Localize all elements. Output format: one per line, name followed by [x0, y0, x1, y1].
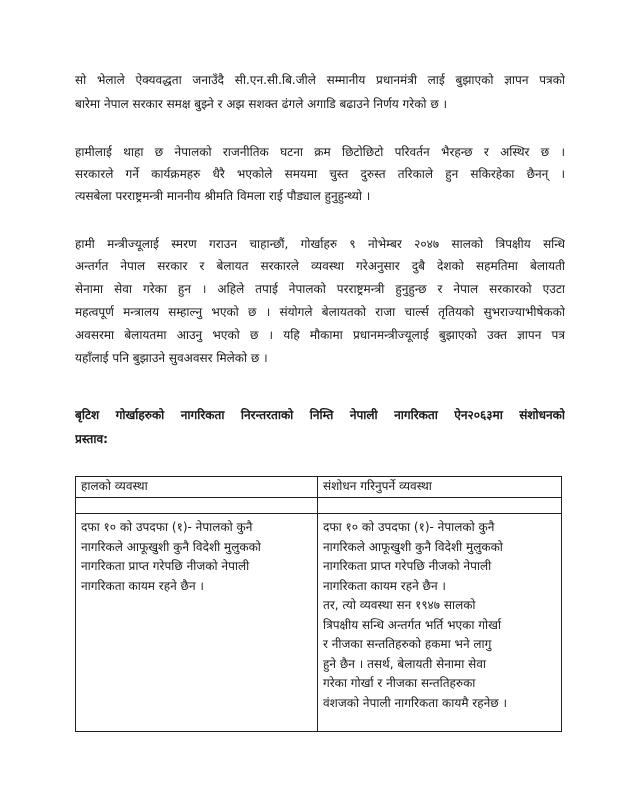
paragraph-1-line-2: बारेमा नेपाल सरकार समक्ष बुझ्ने र अझ सशक्त ढंगले अगाडि बढाउने निर्णय गरेको छ । — [75, 97, 448, 111]
proposed-line: र नीजका सन्ततिहरुको हकमा भने लागु — [323, 637, 492, 651]
proposed-line: त्रिपक्षीय सन्धि अन्तर्गत भर्ति भएका गोर्खा — [323, 617, 502, 632]
current-line: दफा १० को उपदफा (१)- नेपालको कुनै — [81, 520, 253, 534]
table-empty-row — [76, 498, 562, 514]
paragraph-3-line-2: अन्तर्गत नेपाल सरकार र बेलायत सरकारले व्यवस्था गरेअनुसार दुबै देशको सहमतिमा बेलायती — [75, 259, 565, 273]
paragraph-1-line-1: सो भेलाले ऐक्यवद्धता जनाउँदै सी.एन.सी.बि.जीले सम्मानीय प्रधानमंत्री लाई बुझाएको ज्ञापन पत्रको — [75, 73, 565, 87]
proposed-line: दफा १० को उपदफा (१)- नेपालको कुनै — [323, 520, 495, 534]
proposed-line: गरेका गोर्खा र नीजका सन्ततिहरुका — [323, 676, 476, 690]
empty-cell — [76, 498, 318, 514]
proposed-provision-cell — [318, 514, 562, 732]
paragraph-3-line-3: सेनामा सेवा गरेका हुन । अहिले तपाई नेपालको परराष्ट्रमन्त्री हुनुहुन्छ र नेपाल सरकारको एउटा — [75, 282, 565, 296]
proposed-line: नागरिकले आफूखुशी कुनै विदेशी मुलुकको — [323, 539, 503, 554]
current-line: नागरिकता कायम रहने छैन । — [81, 578, 204, 593]
paragraph-3-line-4: महत्वपूर्ण मन्त्रालय सम्हाल्नु भएको छ । संयोगले बेलायतको राजा चार्ल्स तृतियको सुभराज्याभीषेकको — [75, 305, 565, 319]
paragraph-2-line-1: हामीलाई थाहा छ नेपालको राजनीतिक घटना क्रम छिटोछिटो परिवर्तन भैरहन्छ र अस्थिर छ । — [75, 145, 565, 159]
empty-cell — [318, 498, 562, 514]
paragraph-2-line-2: सरकारले गर्ने कार्यक्रमहरु धैरै भएकोले समयमा चुस्त दुरुस्त तरिकाले हुन सकिरहेका छैनन् । — [75, 167, 565, 181]
current-provision-cell — [76, 514, 318, 732]
paragraph-3-line-1: हामी मन्त्रीज्यूलाई स्मरण गराउन चाहान्छौं, गोर्खाहरु ९ नोभेम्बर २०४७ सालको त्रिपक्षीय सन्धि — [75, 237, 565, 251]
amendment-table — [75, 476, 562, 732]
proposed-line: नागरिकता प्राप्त गरेपछि नीजको नेपाली — [323, 559, 492, 573]
header-current-provision: हालको व्यवस्था — [76, 477, 318, 498]
header-proposed-provision: संशोधन गरिनुपर्ने व्यवस्था — [318, 477, 562, 498]
proposed-line: वंशजको नेपाली नागरिकता कायमै रहनेछ । — [323, 695, 508, 710]
table-header-row — [76, 477, 562, 498]
section-heading-line-2: प्रस्ताव: — [75, 432, 108, 446]
paragraph-3-line-6: यहाँलाई पनि बुझाउने सुवअवसर मिलेको छ । — [75, 351, 268, 365]
proposed-line: हुने छैन । तसर्थ, बेलायती सेनामा सेवा — [323, 656, 487, 671]
table-row — [76, 514, 562, 732]
current-line: नागरिकता प्राप्त गरेपछि नीजको नेपाली — [81, 559, 250, 573]
proposed-line: नागरिकता कायम रहने छैन । — [323, 578, 446, 593]
paragraph-2-line-3: त्यसबेला परराष्ट्रमन्त्री माननीय श्रीमति विमला राई पौड्याल हुनुहुन्थ्यो । — [75, 189, 371, 203]
section-heading-line-1: बृटिश गोर्खाहरुको नागरिकता निरन्तरताको निम्ति नेपाली नागरिकता ऐन२०६३मा संशोधनको — [75, 408, 565, 422]
paragraph-3-line-5: अवसरमा बेलायतमा आउनु भएको छ । यहि मौकामा प्रधानमन्त्रीज्यूलाई बुझाएको उक्त ज्ञापन पत्र — [75, 328, 565, 342]
proposed-line: तर, त्यो व्यवस्था सन १९४७ सालको — [323, 598, 476, 612]
current-line: नागरिकले आफूखुशी कुनै विदेशी मुलुकको — [81, 539, 261, 554]
